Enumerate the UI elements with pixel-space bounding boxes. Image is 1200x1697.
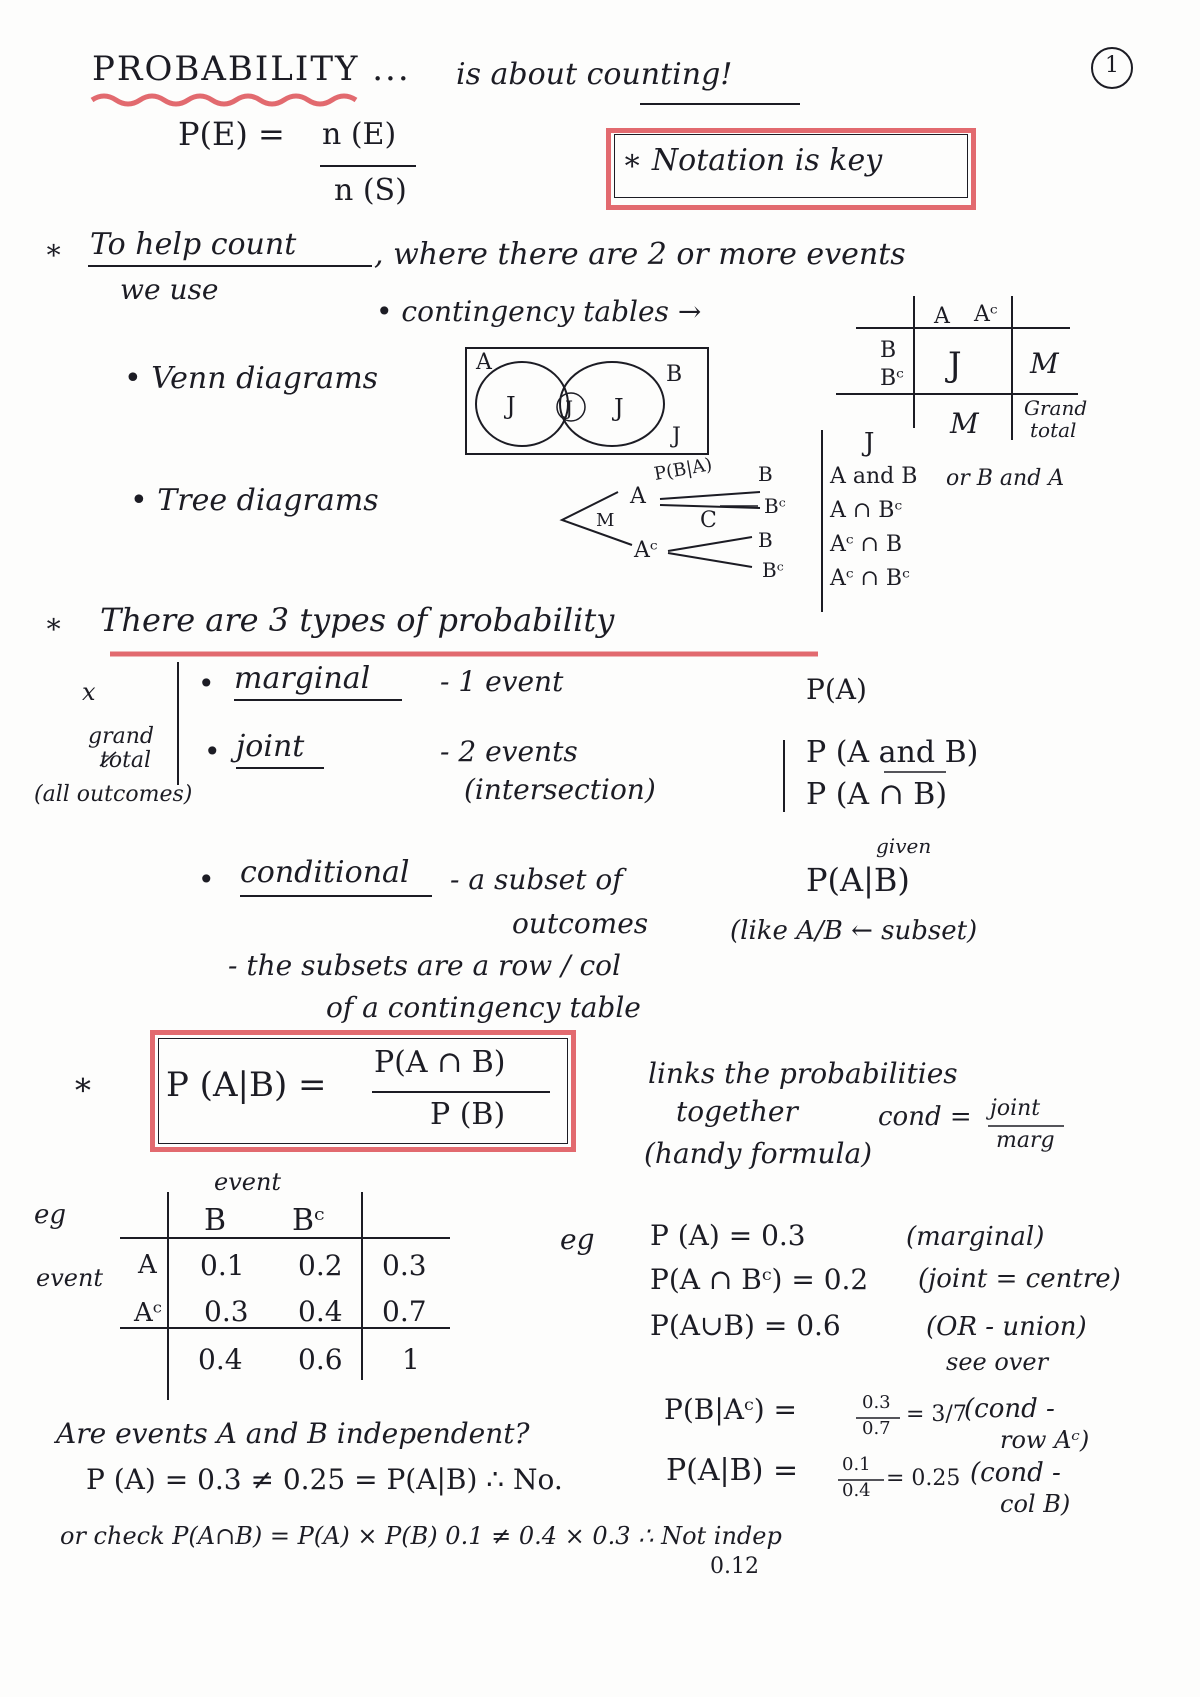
type-conditional-desc: - a subset of — [450, 863, 623, 896]
venn-label-a: A — [476, 350, 492, 375]
type-joint-notation1: P (A and B) — [806, 735, 979, 770]
venn-label-b: B — [666, 362, 683, 387]
joint-list-row3: Aᶜ ∩ B — [830, 532, 903, 557]
bullet-joint: • — [204, 735, 221, 768]
mini-row-b: B — [880, 338, 897, 363]
eg-cell-r2c3: 0.7 — [382, 1295, 427, 1328]
type-marginal-notation: P(A) — [806, 673, 867, 706]
type-joint-desc2: (intersection) — [464, 773, 656, 806]
bullet-marginal: • — [198, 667, 215, 700]
page-title: PROBABILITY ... — [92, 49, 411, 89]
like-subset-note: (like A/B ← subset) — [730, 916, 978, 946]
eg-col-bc: Bᶜ — [292, 1203, 325, 1238]
eg-cell-r1c3: 0.3 — [382, 1249, 427, 1282]
tree-leaf-bc1: Bᶜ — [764, 494, 786, 518]
venn-outside-j: J — [672, 424, 681, 449]
c2-note: (cond - — [970, 1458, 1061, 1488]
tree-node-a: A — [630, 484, 646, 509]
eg-r1: P (A) = 0.3 — [650, 1219, 806, 1252]
joint-list-row4: Aᶜ ∩ Bᶜ — [830, 566, 910, 591]
type-joint-desc: - 2 events — [440, 735, 578, 768]
eg-r3: P(A∪B) = 0.6 — [650, 1309, 841, 1342]
eg-row-a: A — [138, 1250, 157, 1280]
formula-denominator: P (B) — [430, 1097, 506, 1132]
formula-lhs: P (A|B) = — [166, 1065, 327, 1105]
mini-row-bc: Bᶜ — [880, 366, 904, 391]
mini-right-m: M — [1030, 347, 1059, 380]
joint-list-row1-or: or B and A — [946, 466, 1065, 491]
formula-note3: (handy formula) — [644, 1137, 873, 1170]
tree-label-c: C — [700, 508, 717, 533]
pe-formula-lhs: P(E) = — [178, 115, 285, 153]
side-x: x — [82, 678, 96, 706]
help-count-heading: To help count — [90, 227, 297, 262]
eg-cell-r2c2: 0.4 — [298, 1295, 343, 1328]
tree-leaf-bc2: Bᶜ — [762, 558, 784, 582]
eg-cell-r3c3: 1 — [402, 1343, 420, 1376]
formula-note-cond: cond = — [878, 1102, 972, 1132]
formula-numerator: P(A ∩ B) — [374, 1045, 506, 1080]
c1-note2: row Aᶜ) — [1000, 1426, 1090, 1454]
type-marginal: marginal — [234, 661, 371, 696]
side-all-outcomes: (all outcomes) — [34, 782, 193, 807]
eg-cell-r1c1: 0.1 — [200, 1249, 245, 1282]
event-top: event — [214, 1168, 282, 1196]
c2-num: 0.1 — [842, 1454, 871, 1475]
eg-cell-r3c2: 0.6 — [298, 1343, 343, 1376]
joint-list-row2: A ∩ Bᶜ — [830, 498, 903, 523]
event-side: event — [36, 1264, 104, 1292]
help-count-rest: , where there are 2 or more events — [374, 237, 906, 272]
eg-r2: P(A ∩ Bᶜ) = 0.2 — [650, 1263, 869, 1296]
tree-label-pba: P(B|A) — [652, 454, 714, 485]
types-bullet-star: ∗ — [44, 607, 64, 640]
item-tree-diagrams: • Tree diagrams — [130, 483, 379, 518]
subsets-line1: - the subsets are a row / col — [228, 949, 621, 982]
c1-num: 0.3 — [862, 1392, 891, 1413]
type-joint-notation2: P (A ∩ B) — [806, 777, 948, 812]
page-number: 1 — [1105, 53, 1119, 78]
independence-line4: 0.12 — [710, 1554, 759, 1579]
mini-grand: Grand — [1024, 396, 1088, 420]
eg-r2-note: (joint = centre) — [918, 1264, 1121, 1294]
joint-list-row1: A and B — [830, 464, 918, 489]
type-joint: joint — [236, 729, 305, 764]
formula-note1: links the probabilities — [648, 1057, 958, 1090]
subsets-line2: of a contingency table — [326, 991, 641, 1024]
c1-note: (cond - — [964, 1394, 1055, 1424]
eg-left: eg — [34, 1200, 67, 1230]
eg-right: eg — [560, 1223, 595, 1256]
see-over: see over — [946, 1348, 1049, 1376]
formula-note-joint: joint — [990, 1096, 1041, 1121]
eg-col-b: B — [204, 1203, 227, 1238]
bullet-conditional: • — [198, 863, 215, 896]
pe-formula-denominator: n (S) — [334, 173, 407, 208]
item-contingency-tables: • contingency tables → — [376, 295, 702, 328]
venn-mid-j: J — [565, 396, 574, 420]
mini-bottom-m: M — [950, 407, 979, 440]
venn-circle-b — [560, 362, 664, 446]
tree-leaf-b2: B — [758, 528, 773, 552]
eg-r3-note: (OR - union) — [926, 1312, 1087, 1342]
side-grand: grand — [88, 724, 154, 749]
eg-cell-r1c2: 0.2 — [298, 1249, 343, 1282]
page-subtitle: is about counting! — [456, 57, 733, 92]
type-conditional: conditional — [240, 855, 410, 890]
formula-note2: together — [676, 1095, 798, 1128]
formula-star: ∗ — [72, 1065, 94, 1103]
c2-lhs: P(A|B) = — [666, 1453, 799, 1488]
tree-node-ac: Aᶜ — [634, 538, 658, 563]
types-heading: There are 3 types of probability — [100, 601, 615, 639]
title-red-underline — [92, 96, 356, 104]
mini-total: total — [1030, 418, 1077, 442]
type-conditional-notation: P(A|B) — [806, 861, 910, 899]
type-conditional-desc2: outcomes — [512, 907, 649, 940]
venn-right-j: J — [614, 394, 624, 422]
item-venn-diagrams: • Venn diagrams — [124, 361, 379, 396]
type-marginal-desc: - 1 event — [440, 665, 564, 698]
mini-col-a: A — [934, 304, 950, 329]
c2-note2: col B) — [1000, 1490, 1071, 1518]
bullet-star: ∗ — [44, 233, 64, 266]
side-total: total — [100, 748, 152, 773]
mini-col-ac: Aᶜ — [974, 302, 998, 327]
pe-formula-numerator: n (E) — [322, 117, 397, 152]
c1-val: = 3/7 — [906, 1402, 967, 1427]
c1-den: 0.7 — [862, 1418, 891, 1439]
venn-left-j: J — [506, 392, 516, 420]
c2-den: 0.4 — [842, 1480, 871, 1501]
eg-row-ac: Aᶜ — [134, 1298, 162, 1328]
eg-r1-note: (marginal) — [906, 1222, 1045, 1252]
c2-val: = 0.25 — [886, 1466, 961, 1491]
notation-note: ∗ Notation is key — [622, 143, 883, 178]
given-label: given — [876, 834, 932, 858]
eg-cell-r3c1: 0.4 — [198, 1343, 243, 1376]
joint-list-header: J — [864, 428, 875, 458]
independence-line3: or check P(A∩B) = P(A) × P(B) 0.1 ≠ 0.4 × 0.3 ∴ Not indep — [60, 1522, 782, 1550]
independence-line2: P (A) = 0.3 ≠ 0.25 = P(A|B) ∴ No. — [86, 1463, 563, 1496]
c1-lhs: P(B|Aᶜ) = — [664, 1393, 797, 1426]
tree-label-m: M — [596, 510, 615, 531]
we-use: we use — [120, 273, 219, 306]
tree-leaf-b1: B — [758, 462, 773, 486]
eg-cell-r2c1: 0.3 — [204, 1295, 249, 1328]
independence-question: Are events A and B independent? — [56, 1417, 530, 1450]
formula-note-marg: marg — [996, 1128, 1055, 1153]
mini-cell-j: J — [948, 345, 962, 385]
